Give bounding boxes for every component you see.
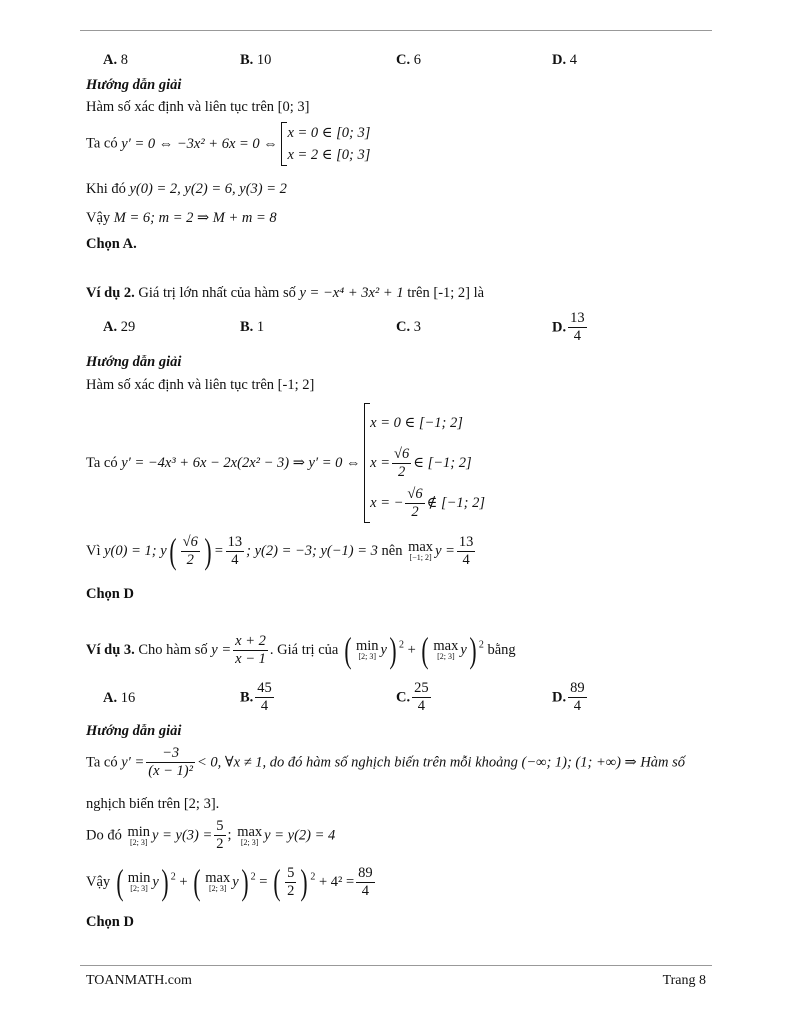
- q1-answer: Chọn A.: [86, 236, 137, 252]
- q2-title: Ví dụ 2. Giá trị lớn nhất của hàm số y = −x⁴ + 3x² + 1 trên [-1; 2] là: [86, 285, 485, 301]
- q3-title: Ví dụ 3. Cho hàm số y = $\frac{x + 2}{x - 1}$ . Giá trị của ( min [2; 3] y) $^2$ + ( max [2; 3] y) $^2$ bằng: [86, 630, 516, 670]
- q2-values-line: Vì y(0) = 1; y( $\frac{√6}{2}$ ) = $\frac{13}{4}$ ; y(2) = −3; y(−1) = 3 nên max [−1; 2] y = $\frac{13}{4}$: [86, 531, 474, 571]
- footer-page-number: Trang 8: [662, 973, 706, 988]
- q2-guide-title: Hướng dẫn giải: [86, 354, 182, 370]
- q3-do-do-line: Do đó min [2; 3] y = y(3) = $\frac{5}{2}$ ; max [2; 3] y = y(2) = 4: [86, 818, 336, 852]
- q3-guide-title: Hướng dẫn giải: [86, 723, 182, 739]
- q2-domain: Hàm số xác định và liên tục trên [-1; 2]: [86, 377, 315, 393]
- q1-option-b: B. 10: [240, 52, 272, 68]
- q2-option-b: B. 1: [240, 319, 265, 335]
- q2-option-a: A. 29: [103, 319, 136, 335]
- q1-option-c: C. 6: [396, 52, 421, 68]
- q1-guide-title: Hướng dẫn giải: [86, 77, 182, 93]
- q3-option-b: B. $\frac{45}{4}$: [240, 680, 272, 714]
- q3-vay-line: Vậy ( min [2; 3] y) $^2$ + ( max [2; 3] y) $^2$ = ( $\frac{5}{2}$ ) $^2$ + 4² = $\frac{89}{4}$: [86, 862, 373, 902]
- footer-rule: [80, 965, 712, 966]
- q2-solution-system: x = 0 ∈ [−1; 2] x = $\frac{√6}{2}$ ∈ [−1; 2] x = − $\frac{√6}{2}$ ∉ [−1; 2]: [364, 403, 485, 523]
- q1-solution-system: x = 0 ∈ [0; 3] x = 2 ∈ [0; 3]: [281, 122, 370, 166]
- q1-domain: Hàm số xác định và liên tục trên [0; 3]: [86, 99, 310, 115]
- header-rule: [80, 30, 712, 31]
- footer-site: TOANMATH.com: [86, 973, 192, 988]
- q3-derivative-line: Ta có y′ = $\frac{-3}{\text{(x − 1)²}}$ < 0, ∀x ≠ 1, do đó hàm số nghịch biến trên mỗi khoảng (−∞; 1); (1; +∞) ⇒ Hàm số: [86, 745, 686, 779]
- q3-line2: nghịch biến trên [2; 3].: [86, 796, 220, 812]
- q2-option-c: C. 3: [396, 319, 421, 335]
- q3-option-a: A. 16: [103, 690, 136, 706]
- q3-option-d: D. $\frac{89}{4}$: [552, 680, 585, 714]
- q2-derivative-line: Ta có y′ = −4x³ + 6x − 2x(2x² − 3) ⇒ y′ = 0 ⇔ x = 0 ∈ [−1; 2] x = $\frac{√6}{2}$ ∈ [−1; 2] x = − $\frac{√6}{2}$ ∉ [−1; 2]: [86, 403, 485, 523]
- q1-values-line: Khi đó y(0) = 2, y(2) = 6, y(3) = 2: [86, 181, 287, 197]
- q3-answer: Chọn D: [86, 914, 134, 930]
- q2-option-d: D. $\frac{13}{4}$: [552, 310, 585, 344]
- q1-result-line: Vậy M = 6; m = 2 ⇒ M + m = 8: [86, 210, 277, 226]
- q2-answer: Chọn D: [86, 586, 134, 602]
- q3-option-c: C. $\frac{25}{4}$: [396, 680, 429, 714]
- q1-derivative-line: Ta có y′ = 0 ⇔ −3x² + 6x = 0 ⇔ x = 0 ∈ [0; 3] x = 2 ∈ [0; 3]: [86, 122, 370, 166]
- q1-option-d: D. 4: [552, 52, 577, 68]
- q1-option-a: A. 8: [103, 52, 128, 68]
